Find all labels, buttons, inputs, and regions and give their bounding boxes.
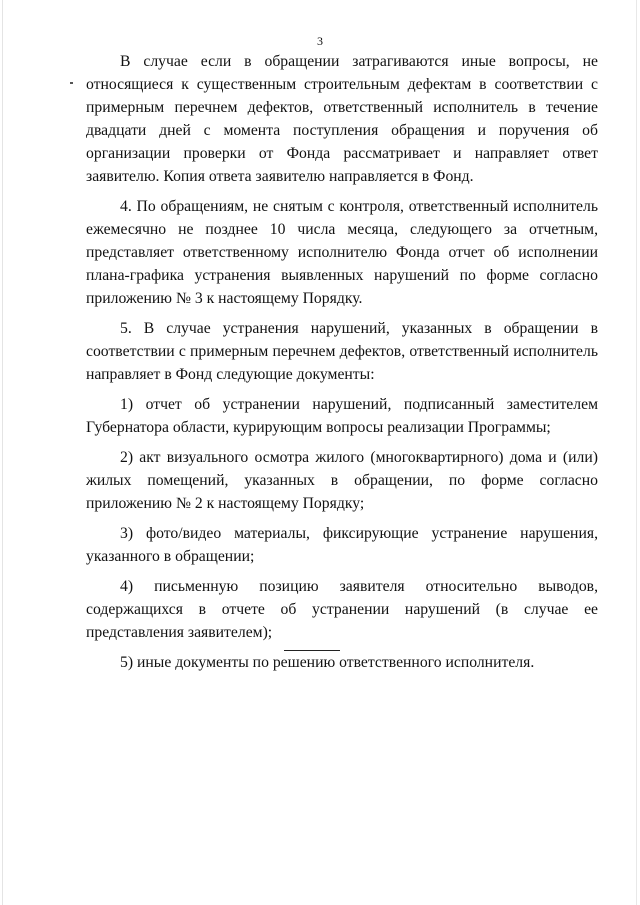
end-of-text-rule <box>284 650 340 651</box>
scan-edge-left <box>2 0 3 905</box>
paragraph-item-5: 5. В случае устранения нарушений, указанных в обращении в соответствии с примерным перечнем дефектов, ответственный исполнитель направляет в Фонд следующие документы: <box>86 320 598 383</box>
paragraph-other-questions: В случае если в обращении затрагиваются иные вопросы, не относящиеся к существенным строительным дефектам в соответствии с примерным перечнем дефектов, ответственный исполнитель в течение двадцати дней с момента поступления обращения и поручения об организации проверки от Фонда рассматривает и направляет ответ заявителю. Копия ответа заявителю направляется в Фонд. <box>86 53 598 185</box>
subitem-5: 5) иные документы по решению ответственного исполнителя. <box>120 654 535 671</box>
scan-edge-right <box>636 0 637 905</box>
subitem-1: 1) отчет об устранении нарушений, подписанный заместителем Губернатора области, курирующим вопросы реализации Программы; <box>86 396 598 436</box>
subitem-4: 4) письменную позицию заявителя относительно выводов, содержащихся в отчете об устранении нарушений (в случае ее представления заявителем); <box>86 578 598 641</box>
document-body <box>86 50 598 674</box>
subitem-2: 2) акт визуального осмотра жилого (многоквартирного) дома и (или) жилых помещений, указанных в обращении, по форме согласно приложению № 2 к настоящему Порядку; <box>86 449 598 512</box>
page-number: 3 <box>317 34 323 48</box>
paragraph-item-4: 4. По обращениям, не снятым с контроля, ответственный исполнитель ежемесячно не позднее 10 числа месяца, следующего за отчетным, представляет ответственному исполнителю Фонда отчет об исполнении плана-графика устранения выявленных нарушений по форме согласно приложению № 3 к настоящему Порядку. <box>86 198 598 307</box>
subitem-3: 3) фото/видео материалы, фиксирующие устранение нарушения, указанного в обращении; <box>86 525 598 565</box>
margin-mark <box>70 82 73 84</box>
